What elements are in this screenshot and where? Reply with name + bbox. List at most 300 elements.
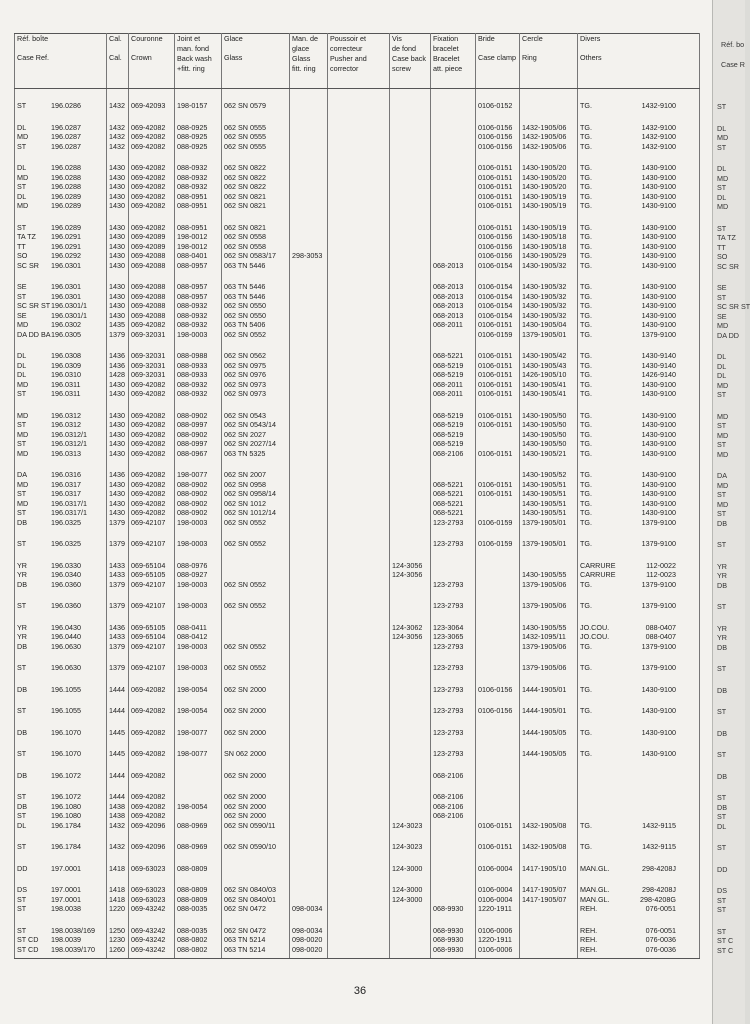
cell-others (578, 301, 700, 311)
cell-case-clamp: 0106-0004 (476, 895, 520, 905)
cell-back-washer: 198-0012 (175, 242, 222, 252)
cell-case-back-screw (390, 151, 431, 173)
cell-case-clamp: 0106-0151 (476, 380, 520, 390)
cell-ring: 1432-1905/06 (520, 132, 578, 142)
cell-case-clamp: 0106-0151 (476, 211, 520, 233)
cell-crown: 069-42088 (129, 301, 175, 311)
cell-glass-ring (290, 439, 328, 449)
cell-ring: 1430-1905/50 (520, 420, 578, 430)
cell-bracelet: 068-9930 (431, 935, 476, 945)
cell-ref-number: 198.0039 (51, 935, 81, 944)
cell-case-clamp (476, 642, 520, 652)
cell-ring: 1430-1905/51 (520, 480, 578, 490)
cell-cal: 1379 (107, 651, 129, 673)
cell-others-type: TG. (580, 579, 592, 589)
cell-crown: 069-42088 (129, 292, 175, 302)
cell-glass-ring (290, 420, 328, 430)
cell-back-washer: 088-0902 (175, 399, 222, 421)
cell-case-back-screw (390, 311, 431, 321)
cell-pusher (328, 821, 390, 831)
cell-others-part: 1379-9100 (641, 579, 676, 589)
cell-glass: 062 SN 0552 (222, 580, 290, 590)
cell-others-part: 1379-9100 (641, 663, 676, 672)
cell-cal: 1430 (107, 292, 129, 302)
header-line: Glass (224, 53, 243, 62)
cell-others-type: TG. (580, 439, 592, 448)
cell-case-back-screw (390, 330, 431, 340)
cell-case-clamp: 0106-0151 (476, 830, 520, 852)
cell-ref-number: 196.0305 (51, 329, 81, 339)
cell-glass: 062 SN 2007 (222, 458, 290, 480)
cell-case-ref (15, 320, 107, 330)
cell-cal: 1433 (107, 632, 129, 642)
cell-others-part: 298-4208J (642, 863, 676, 873)
cell-crown: 069-42107 (129, 642, 175, 652)
cell-pusher (328, 935, 390, 945)
cell-pusher (328, 480, 390, 490)
cell-crown: 069-65104 (129, 549, 175, 571)
table-row (15, 449, 700, 459)
next-page-row: ST (717, 183, 727, 192)
header-line: screw (392, 64, 411, 73)
cell-cal: 1430 (107, 251, 129, 261)
cell-glass: 062 SN 0822 (222, 173, 290, 183)
cell-case-back-screw (390, 716, 431, 738)
cell-glass-ring (290, 261, 328, 271)
cell-series: DA (17, 470, 27, 479)
cell-bracelet: 068-5219 (431, 399, 476, 421)
cell-ref-number: 196.0430 (51, 622, 81, 632)
next-page-row: DS (717, 886, 727, 895)
cell-glass: 063 TN 5214 (222, 945, 290, 959)
cell-case-back-screw (390, 914, 431, 936)
cell-ring: 1430-1905/32 (520, 270, 578, 292)
cell-others-type: TG. (580, 320, 592, 329)
cell-case-clamp: 0106-0159 (476, 518, 520, 528)
cell-pusher (328, 737, 390, 759)
cell-others-part: 298-4208G (640, 894, 676, 904)
cell-glass-ring (290, 852, 328, 874)
cell-back-washer: 198-0003 (175, 651, 222, 673)
cell-back-washer: 198-0003 (175, 518, 222, 528)
cell-pusher (328, 570, 390, 580)
next-page-row: MD (717, 449, 729, 459)
cell-others-part: 1430-9100 (641, 389, 676, 398)
next-page-row: ST (717, 292, 727, 302)
cell-pusher (328, 759, 390, 781)
table-row (15, 192, 700, 202)
cell-glass: 062 SN 0552 (222, 642, 290, 652)
cell-case-clamp: 0106-0159 (476, 527, 520, 549)
cell-cal: 1220 (107, 904, 129, 914)
cell-others-part: 1430-9100 (641, 201, 676, 210)
cell-others-part: 1430-9100 (641, 448, 676, 458)
cell-back-washer: 088-0951 (175, 192, 222, 202)
cell-glass: 063 TN 5446 (222, 292, 290, 302)
cell-ring (520, 759, 578, 781)
table-row (15, 580, 700, 590)
cell-case-back-screw (390, 89, 431, 111)
cell-others (578, 361, 700, 371)
cell-pusher (328, 151, 390, 173)
table-row (15, 673, 700, 695)
header-cal (107, 34, 129, 89)
cell-cal: 1430 (107, 201, 129, 211)
cell-case-back-screw: 124-3000 (390, 895, 431, 905)
cell-back-washer: 088-0927 (175, 570, 222, 580)
cell-others-part: 1430-9100 (641, 251, 676, 260)
cell-ref-number: 196.0289 (51, 201, 81, 210)
cell-bracelet: 123-2793 (431, 673, 476, 695)
cell-others-type: TG. (580, 122, 592, 132)
cell-back-washer: 088-0969 (175, 830, 222, 852)
cell-pusher (328, 489, 390, 499)
cell-others-type: TG. (580, 641, 592, 651)
cell-others-type: TG. (580, 282, 592, 291)
cell-back-washer: 088-0902 (175, 430, 222, 440)
cell-others-part: 1432-9100 (641, 122, 676, 132)
cell-case-ref (15, 420, 107, 430)
cell-crown: 069-32031 (129, 330, 175, 340)
next-page-row: YR (717, 561, 727, 571)
cell-ring: 1430-1905/55 (520, 611, 578, 633)
cell-case-clamp: 0106-0154 (476, 301, 520, 311)
cell-others (578, 192, 700, 202)
cell-ref-number: 196.0301/1 (51, 301, 87, 310)
cell-case-back-screw (390, 458, 431, 480)
cell-case-ref (15, 508, 107, 518)
cell-case-ref (15, 895, 107, 905)
cell-series: DB (17, 801, 27, 811)
cell-pusher (328, 270, 390, 292)
next-page-row: ST (717, 707, 727, 716)
cell-case-back-screw (390, 904, 431, 914)
cell-pusher (328, 642, 390, 652)
cell-crown: 069-42082 (129, 132, 175, 142)
cell-ring: 1430-1905/18 (520, 242, 578, 252)
cell-glass: 062 SN 0822 (222, 182, 290, 192)
cell-case-back-screw (390, 642, 431, 652)
cell-others (578, 292, 700, 302)
cell-case-ref (15, 873, 107, 895)
cell-others-part: 1430-9100 (641, 260, 676, 270)
next-page-row: ST (717, 664, 727, 673)
cell-ref-number: 196.0301/1 (51, 310, 87, 320)
cell-glass (222, 611, 290, 633)
cell-case-back-screw: 124-3062 (390, 611, 431, 633)
cell-glass-ring (290, 642, 328, 652)
cell-pusher (328, 716, 390, 738)
cell-back-washer (175, 759, 222, 781)
header-line: Réf. boîte (17, 34, 49, 43)
table-row (15, 589, 700, 611)
cell-ref-number: 196.0312/1 (51, 429, 87, 439)
cell-case-clamp (476, 439, 520, 449)
cell-glass-ring (290, 132, 328, 142)
cell-pusher (328, 508, 390, 518)
cell-case-back-screw (390, 132, 431, 142)
cell-others (578, 611, 700, 633)
cell-series: ST (17, 601, 27, 610)
next-page-row: DB (717, 518, 727, 528)
cell-case-clamp: 1220-1911 (476, 935, 520, 945)
cell-case-ref (15, 945, 107, 959)
cell-case-back-screw: 124-3056 (390, 549, 431, 571)
cell-bracelet (431, 192, 476, 202)
cell-case-ref (15, 527, 107, 549)
cell-crown: 069-42082 (129, 759, 175, 781)
next-page-row: ST C (717, 945, 734, 955)
cell-back-washer: 088-0997 (175, 439, 222, 449)
cell-glass-ring (290, 802, 328, 812)
cell-case-ref (15, 449, 107, 459)
cell-ring: 1379-1905/01 (520, 527, 578, 549)
table-row (15, 301, 700, 311)
cell-case-clamp (476, 737, 520, 759)
cell-glass (222, 570, 290, 580)
cell-ring: 1430-1905/04 (520, 320, 578, 330)
cell-glass-ring (290, 182, 328, 192)
cell-others-part: 1432-9115 (642, 842, 676, 851)
cell-crown: 069-42082 (129, 151, 175, 173)
cell-bracelet: 123-2793 (431, 518, 476, 528)
cell-series: ST (17, 539, 27, 548)
cell-others (578, 945, 700, 959)
cell-series: ST (17, 291, 27, 301)
cell-case-ref (15, 132, 107, 142)
next-page-row: DB (717, 802, 727, 812)
cell-bracelet (431, 549, 476, 571)
next-page-row: SC SR ST (717, 302, 750, 311)
cell-back-washer: 088-0925 (175, 142, 222, 152)
cell-series: DS (17, 885, 27, 894)
cell-ring: 1432-1905/08 (520, 821, 578, 831)
table-row (15, 182, 700, 192)
cell-others-type: TG. (580, 222, 592, 232)
cell-ref-number: 197.0001 (51, 885, 81, 894)
next-page-row: MD (717, 430, 729, 440)
cell-others (578, 251, 700, 261)
header-line: Glace (224, 34, 243, 43)
cell-back-washer: 088-0932 (175, 173, 222, 183)
cell-pusher (328, 632, 390, 642)
cell-others-part: 1432-9100 (641, 101, 676, 110)
cell-glass-ring (290, 651, 328, 673)
cell-case-ref (15, 651, 107, 673)
cell-crown: 069-63023 (129, 873, 175, 895)
cell-case-back-screw (390, 251, 431, 261)
table-row (15, 642, 700, 652)
cell-glass-ring: 298-3053 (290, 251, 328, 261)
cell-glass: SN 062 2000 (222, 737, 290, 759)
next-page-row: ST (717, 223, 727, 233)
cell-others (578, 852, 700, 874)
cell-others-type: TG. (580, 310, 592, 320)
cell-case-clamp: 1220-1911 (476, 904, 520, 914)
cell-pusher (328, 802, 390, 812)
cell-bracelet: 068-2013 (431, 301, 476, 311)
cell-glass: 062 SN 0975 (222, 361, 290, 371)
cell-others-part: 1430-9100 (641, 291, 676, 301)
cell-bracelet: 068-2106 (431, 780, 476, 802)
cell-bracelet (431, 895, 476, 905)
cell-glass-ring (290, 759, 328, 781)
cell-crown: 069-43242 (129, 914, 175, 936)
cell-pusher (328, 499, 390, 509)
cell-glass-ring (290, 339, 328, 361)
cell-others-type: TG. (580, 410, 592, 420)
cell-others-type: TG. (580, 842, 592, 851)
header-line: Pusher and (330, 54, 367, 63)
cell-bracelet: 068-9930 (431, 945, 476, 959)
table-row (15, 508, 700, 518)
cell-case-clamp: 0106-0151 (476, 389, 520, 399)
cell-others (578, 89, 700, 111)
cell-back-washer: 088-0412 (175, 632, 222, 642)
next-page-row: SO (717, 252, 728, 261)
cell-others (578, 261, 700, 271)
cell-glass-ring (290, 361, 328, 371)
cell-glass: 062 SN 2000 (222, 811, 290, 821)
next-page-row: ST (717, 142, 727, 152)
next-page-row: DL (717, 352, 727, 361)
cell-case-clamp: 0106-0154 (476, 292, 520, 302)
cell-series: DL (17, 163, 27, 172)
cell-pusher (328, 399, 390, 421)
table-row (15, 802, 700, 812)
cell-cal: 1444 (107, 759, 129, 781)
cell-ref-number: 196.0311 (51, 389, 81, 398)
header-line: de fond (392, 44, 416, 53)
cell-bracelet (431, 142, 476, 152)
cell-case-ref (15, 242, 107, 252)
cell-ref-number: 196.0317/1 (51, 508, 87, 517)
cell-ring: 1430-1905/21 (520, 449, 578, 459)
cell-crown: 069-42082 (129, 201, 175, 211)
cell-pusher (328, 330, 390, 340)
cell-glass: 062 SN 2000 (222, 780, 290, 802)
cell-others (578, 895, 700, 905)
cell-ring: 1379-1905/06 (520, 651, 578, 673)
cell-bracelet: 068-2013 (431, 261, 476, 271)
cell-others (578, 759, 700, 781)
cell-case-clamp: 0106-0156 (476, 111, 520, 133)
cell-case-clamp: 0106-0151 (476, 339, 520, 361)
cell-series: DB (17, 727, 27, 737)
cell-others (578, 439, 700, 449)
cell-ref-number: 196.0288 (51, 172, 81, 182)
cell-glass: 062 SN 0555 (222, 111, 290, 133)
header-line: Case clamp (478, 53, 516, 62)
cell-series: ST (17, 389, 27, 398)
cell-case-ref (15, 361, 107, 371)
cell-glass: 062 SN 0822 (222, 151, 290, 173)
cell-glass: 063 TN 5325 (222, 449, 290, 459)
cell-case-back-screw (390, 361, 431, 371)
cell-others-type: TG. (580, 727, 592, 737)
cell-pusher (328, 132, 390, 142)
cell-cal: 1379 (107, 642, 129, 652)
cell-ring (520, 945, 578, 959)
next-page-row: DL (717, 164, 727, 173)
cell-crown: 069-42082 (129, 458, 175, 480)
cell-ref-number: 196.0317 (51, 479, 81, 489)
cell-case-clamp (476, 802, 520, 812)
header-line: fitt. ring (292, 64, 316, 73)
cell-series: ST (17, 811, 27, 820)
cell-case-clamp: 0106-0154 (476, 270, 520, 292)
cell-others (578, 151, 700, 173)
cell-case-back-screw: 124-3000 (390, 852, 431, 874)
next-page-row: DA (717, 471, 727, 480)
cell-ring: 1417-1905/07 (520, 895, 578, 905)
cell-ring: 1430-1905/51 (520, 499, 578, 509)
cell-ref-number: 196.0287 (51, 122, 81, 132)
cell-crown: 069-65104 (129, 632, 175, 642)
cell-cal: 1430 (107, 439, 129, 449)
cell-others-part: 1430-9100 (641, 508, 676, 517)
cell-crown: 069-42096 (129, 830, 175, 852)
cell-ref-number: 196.0313 (51, 448, 81, 458)
cell-case-back-screw (390, 301, 431, 311)
cell-case-back-screw: 124-3056 (390, 632, 431, 642)
cell-series: DB (17, 641, 27, 651)
cell-case-back-screw (390, 580, 431, 590)
header-case-clamp (476, 34, 520, 89)
next-page-row: ST (717, 102, 727, 111)
cell-case-clamp (476, 780, 520, 802)
table-row (15, 651, 700, 673)
cell-glass-ring (290, 320, 328, 330)
cell-back-washer: 088-0951 (175, 201, 222, 211)
cell-glass-ring (290, 527, 328, 549)
cell-glass: 062 SN 0552 (222, 330, 290, 340)
cell-glass (222, 852, 290, 874)
cell-pusher (328, 830, 390, 852)
cell-ring: 1430-1905/32 (520, 292, 578, 302)
next-page-row: YR (717, 623, 727, 633)
cell-others-part: 1430-9100 (641, 222, 676, 232)
cell-crown: 069-42082 (129, 737, 175, 759)
cell-case-ref (15, 399, 107, 421)
cell-pusher (328, 914, 390, 936)
cell-series: ST CD (17, 944, 39, 954)
cell-back-washer: 088-0925 (175, 111, 222, 133)
cell-case-clamp: 0106-0154 (476, 311, 520, 321)
cell-series: ST (17, 439, 27, 448)
cell-others-type: TG. (580, 489, 592, 498)
cell-others-part: 076-0036 (645, 944, 676, 954)
cell-pusher (328, 449, 390, 459)
cell-ring: 1430-1905/19 (520, 211, 578, 233)
cell-pusher (328, 173, 390, 183)
cell-crown: 069-42082 (129, 499, 175, 509)
cell-ring: 1430-1905/51 (520, 508, 578, 518)
cell-others-type: TG. (580, 539, 592, 548)
cell-others-type: TG. (580, 232, 592, 241)
cell-others (578, 489, 700, 499)
cell-crown: 069-42082 (129, 389, 175, 399)
next-page-row: ST (717, 540, 727, 549)
cell-series: ST (17, 141, 27, 151)
cell-case-clamp (476, 811, 520, 821)
cell-case-back-screw (390, 192, 431, 202)
cell-others-part: 088-0407 (645, 632, 676, 641)
cell-back-washer: 088-0902 (175, 480, 222, 490)
cell-crown: 069-42088 (129, 311, 175, 321)
cell-case-clamp (476, 589, 520, 611)
cell-others-type: TG. (580, 301, 592, 310)
